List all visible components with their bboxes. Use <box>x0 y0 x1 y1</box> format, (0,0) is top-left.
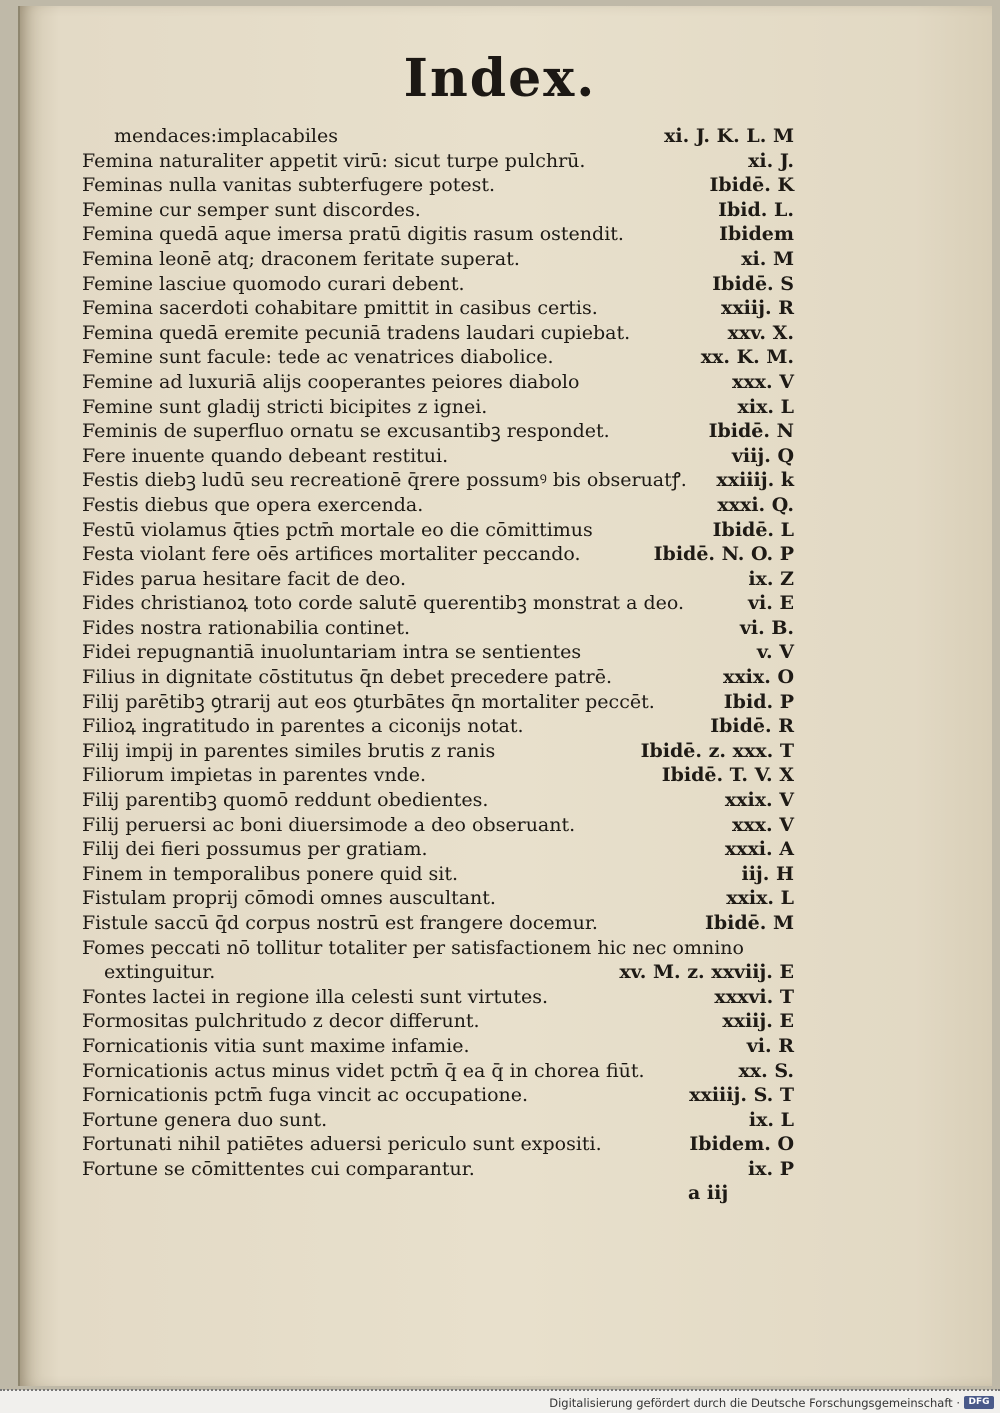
index-entry <box>82 567 794 592</box>
page-border-line <box>0 1389 1000 1391</box>
index-entry <box>82 493 794 518</box>
entry-reference: v. V <box>756 641 794 664</box>
entry-reference: viij. Q <box>731 444 794 467</box>
entry-reference: Ibid. P <box>723 690 794 713</box>
index-entry <box>82 714 794 739</box>
index-entry <box>82 1034 794 1059</box>
index-entry <box>82 813 794 838</box>
entry-reference: Ibidē. K <box>709 174 794 197</box>
entry-text: Fides nostra rationabilia continet. <box>82 616 411 639</box>
index-entry <box>82 444 794 469</box>
entry-text: Femina naturaliter appetit virū: sicut turpe pulchrū. <box>82 149 586 172</box>
index-entry <box>82 419 794 444</box>
entry-text: Femine sunt gladij stricti bicipites z ignei. <box>82 395 488 418</box>
entry-text: Fortunati nihil patiētes aduersi periculo sunt expositi. <box>82 1133 602 1156</box>
dfg-logo-icon: DFG <box>964 1396 994 1409</box>
footer-credit: Digitalisierung gefördert durch die Deutsche Forschungsgemeinschaft · <box>549 1396 960 1410</box>
entry-text: Femine cur semper sunt discordes. <box>82 198 421 221</box>
index-entry <box>82 345 794 370</box>
entry-reference: xxiiij. S. T <box>689 1084 794 1107</box>
entry-reference: xxiij. R <box>721 297 794 320</box>
index-entry <box>82 1108 794 1133</box>
entry-reference: xxix. L <box>726 887 794 910</box>
entry-text: Filij peruersi ac boni diuersimode a deo obseruant. <box>82 813 576 836</box>
entry-text: Fornicationis actus minus videt pctm̄ q̄ ea q̄ in chorea fiūt. <box>82 1059 645 1082</box>
index-entry <box>82 321 794 346</box>
entry-reference: iij. H <box>741 862 794 885</box>
entry-reference: xxx. V <box>732 813 794 836</box>
entry-reference: Ibidem. O <box>689 1133 794 1156</box>
entry-text: Fere inuente quando debeant restitui. <box>82 444 449 467</box>
index-entry <box>82 985 794 1010</box>
index-entries <box>82 124 794 1182</box>
index-entry <box>82 763 794 788</box>
entry-reference: xxix. V <box>724 789 794 812</box>
index-entry <box>82 837 794 862</box>
entry-text: Festis diebꝫ ludū seu recreationē q̄rere possumꝰ bis obseruatꝭ. <box>82 469 687 492</box>
entry-reference: xi. M <box>741 247 794 270</box>
index-entry <box>82 640 794 665</box>
entry-text: mendaces:implacabiles <box>114 125 338 147</box>
index-entry <box>82 862 794 887</box>
entry-text: Feminis de superfluo ornatu se excusantibꝫ respondet. <box>82 420 610 443</box>
entry-text: Femine ad luxuriā alijs cooperantes peiores diabolo <box>82 370 580 393</box>
entry-text: Femina quedā aque imersa pratū digitis rasum ostendit. <box>82 223 624 246</box>
index-entry <box>82 1059 794 1084</box>
entry-reference: xxiiij. k <box>716 469 794 492</box>
entry-text: Festū violamus q̄ties pctm̄ mortale eo die cōmittimus <box>82 518 593 541</box>
entry-text: Festa violant fere oēs artifices mortaliter peccando. <box>82 543 581 566</box>
entry-reference: vi. R <box>746 1034 794 1057</box>
index-entry <box>82 124 794 149</box>
entry-text: Fontes lactei in regione illa celesti sunt virtutes. <box>82 985 549 1008</box>
index-entry <box>82 222 794 247</box>
index-entry <box>82 296 794 321</box>
index-entry <box>82 247 794 272</box>
index-entry <box>82 149 794 174</box>
index-entry <box>82 198 794 223</box>
footer-bar <box>0 1394 1000 1413</box>
index-entry <box>82 542 794 567</box>
entry-reference: vi. B. <box>739 616 794 639</box>
entry-reference: Ibidē. T. V. X <box>661 764 794 787</box>
entry-text: Filij parētibꝫ ꝯtrarij aut eos ꝯturbātes q̄n mortaliter peccēt. <box>82 690 655 713</box>
index-entry <box>82 788 794 813</box>
index-entry <box>82 911 794 936</box>
index-entry <box>82 690 794 715</box>
entry-reference: xx. K. M. <box>700 346 794 369</box>
index-entry <box>82 886 794 911</box>
entry-reference: Ibid. L. <box>718 198 794 221</box>
entry-reference: vi. E <box>748 592 794 615</box>
index-entry <box>82 665 794 690</box>
entry-text: Filij parentibꝫ quomō reddunt obedientes. <box>82 789 489 812</box>
entry-text: Fornicationis pctm̄ fuga vincit ac occupatione. <box>82 1084 529 1107</box>
page-title: Index. <box>403 48 597 109</box>
entry-text: Fides parua hesitare facit de deo. <box>82 567 407 590</box>
entry-text: Femine lasciue quomodo curari debent. <box>82 272 465 295</box>
entry-reference: xx. S. <box>738 1059 794 1082</box>
entry-text: Filij impij in parentes similes brutis z ranis <box>82 739 496 762</box>
index-entry <box>82 272 794 297</box>
entry-text: Finem in temporalibus ponere quid sit. <box>82 862 459 885</box>
entry-reference: Ibidē. L <box>712 518 794 541</box>
entry-reference: xv. M. z. xxviij. E <box>619 961 794 984</box>
entry-text: Filiorum impietas in parentes vnde. <box>82 764 427 787</box>
entry-text: Fides christianoꝝ toto corde salutē querentibꝫ monstrat a deo. <box>82 592 685 615</box>
entry-text: Femina sacerdoti cohabitare pmittit in casibus certis. <box>82 297 598 320</box>
index-entry <box>82 518 794 543</box>
entry-text: Fortune genera duo sunt. <box>82 1108 328 1131</box>
entry-text: Fomes peccati nō tollitur totaliter per satisfactionem hic nec omnino <box>82 936 744 959</box>
entry-text: Femine sunt facule: tede ac venatrices diabolice. <box>82 346 554 369</box>
entry-text: Femina leonē atq; draconem feritate superat. <box>82 247 520 270</box>
entry-text: extinguitur. <box>104 961 216 984</box>
entry-text: Fistule saccū q̄d corpus nostrū est frangere docemur. <box>82 912 598 934</box>
entry-reference: xxiij. E <box>722 1010 794 1033</box>
entry-text: Filij dei fieri possumus per gratiam. <box>82 838 428 861</box>
entry-reference: Ibidē. R <box>710 715 794 738</box>
entry-text: Formositas pulchritudo z decor differunt. <box>82 1010 480 1033</box>
entry-reference: ix. L <box>748 1108 794 1131</box>
entry-reference: xxix. O <box>723 666 794 689</box>
entry-text: Femina quedā eremite pecuniā tradens laudari cupiebat. <box>82 321 631 344</box>
entry-text: Fortune se cōmittentes cui comparantur. <box>82 1157 475 1180</box>
signature-mark: a iij <box>688 1182 729 1204</box>
entry-reference: ix. Z <box>748 567 794 590</box>
entry-reference: xix. L <box>737 395 794 418</box>
entry-text: Fidei repugnantiā inuoluntariam intra se sentientes <box>82 641 582 664</box>
entry-reference: Ibidē. M <box>704 912 794 934</box>
index-entry <box>82 960 794 985</box>
entry-reference: xi. J. <box>748 149 794 172</box>
index-entry <box>82 468 794 493</box>
entry-reference: xi. J. K. L. M <box>664 125 794 147</box>
entry-reference: Ibidē. z. xxx. T <box>640 739 794 762</box>
entry-reference: xxx. V <box>732 370 794 393</box>
index-entry <box>82 739 794 764</box>
index-entry <box>82 936 794 961</box>
entry-reference: Ibidē. S <box>712 272 794 295</box>
entry-reference: xxv. X. <box>727 321 794 344</box>
index-entry <box>82 370 794 395</box>
entry-text: Filius in dignitate cōstitutus q̄n debet precedere patrē. <box>82 666 613 689</box>
index-entry <box>82 1132 794 1157</box>
entry-text: Filioꝝ ingratitudo in parentes a ciconijs notat. <box>82 715 524 738</box>
entry-text: Feminas nulla vanitas subterfugere potest. <box>82 174 496 197</box>
entry-reference: Ibidem <box>719 223 794 246</box>
index-entry <box>82 1083 794 1108</box>
index-entry <box>82 173 794 198</box>
entry-reference: ix. P <box>747 1157 794 1180</box>
index-entry <box>82 1009 794 1034</box>
entry-reference: Ibidē. N. O. P <box>653 543 794 566</box>
entry-reference: xxxi. A <box>724 838 794 861</box>
index-entry <box>82 1157 794 1182</box>
entry-text: Fistulam proprij cōmodi omnes auscultant. <box>82 887 496 910</box>
index-entry <box>82 616 794 641</box>
entry-reference: Ibidē. N <box>708 420 794 443</box>
entry-reference: xxxvi. T <box>714 985 794 1008</box>
entry-reference: xxxi. Q. <box>717 493 794 516</box>
entry-text: Fornicationis vitia sunt maxime infamie. <box>82 1034 470 1057</box>
index-entry <box>82 395 794 420</box>
entry-text: Festis diebus que opera exercenda. <box>82 493 424 516</box>
index-entry <box>82 591 794 616</box>
